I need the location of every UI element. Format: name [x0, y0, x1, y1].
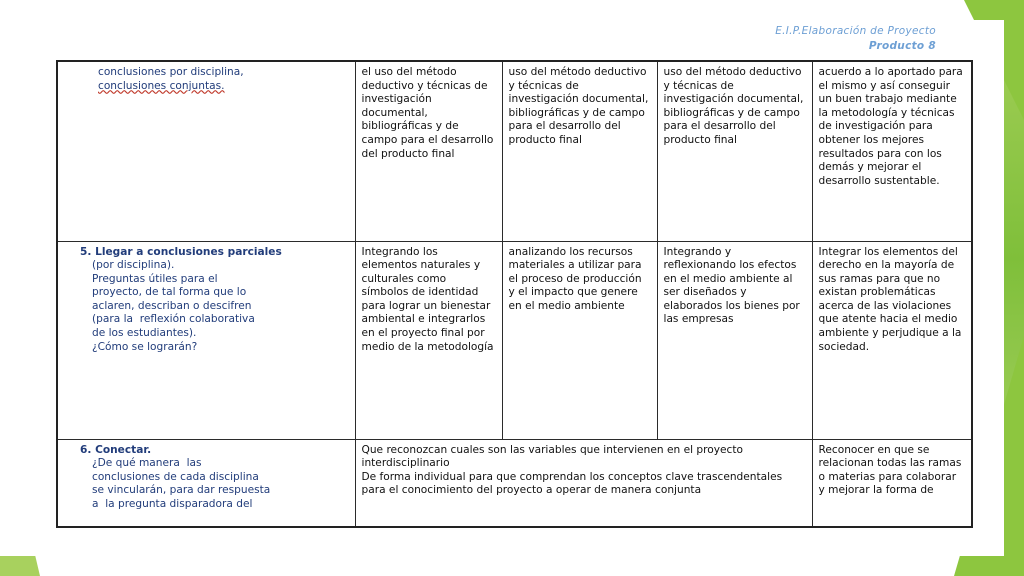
row2-stage-title: [64, 246, 349, 260]
row2-stage-line: Preguntas útiles para el: [92, 272, 218, 285]
row2-stage-cell: [57, 241, 355, 439]
row2-stage-line: ¿Cómo se lograrán?: [92, 340, 198, 353]
table-row: [57, 61, 972, 241]
row3-cell-col4: Reconocer en que se relacionan todas las ramas o materias para colaborar y mejorar la forma de: [812, 439, 972, 527]
row1-stage-line-text: conclusiones conjuntas.: [98, 79, 225, 92]
row1-cell-col2: uso del método deductivo y técnicas de investigación documental, bibliográficas y de campo para el desarrollo del producto final: [502, 61, 657, 241]
row1-stage-line: [98, 80, 349, 94]
row2-cell-col2: analizando los recursos materiales a utilizar para el proceso de producción y el impacto que genere en el medio ambiente: [502, 241, 657, 439]
row2-cell-col4: Integrar los elementos del derecho en la mayoría de sus ramas para que no existan problemáticas acerca de las violaciones que atente hacia el medio ambiente y perjudique a la sociedad.: [812, 241, 972, 439]
row3-stage-line: ¿De qué manera las: [92, 457, 202, 470]
header-title: E.I.P.Elaboración de Proyecto: [775, 25, 936, 37]
row3-merged-cell: [355, 439, 812, 527]
row1-cell-col3: uso del método deductivo y técnicas de investigación documental, bibliográficas y de campo para el desarrollo del producto final: [657, 61, 812, 241]
row2-stage-line: de los estudiantes).: [92, 327, 197, 340]
row2-stage-text: [64, 259, 349, 354]
row2-stage-line: (para la reflexión colaborativa: [92, 313, 255, 326]
row3-stage-heading: 6. Conectar.: [80, 443, 152, 456]
row1-cell-col4: acuerdo a lo aportado para el mismo y así conseguir un buen trabajo mediante la metodología y técnicas de investigación para obtener los mejores resultados para con los demás y mejorar el desarrollo sustentable.: [812, 61, 972, 241]
page-header: [775, 24, 936, 54]
row3-stage-line: se vincularán, para dar respuesta: [92, 484, 271, 497]
row2-stage-line: (por disciplina).: [92, 259, 175, 272]
row3-merged-line: De forma individual para que comprendan los conceptos clave trascendentales para el conocimiento del proyecto a operar de manera conjunta: [361, 470, 786, 497]
table-row: [57, 439, 972, 527]
row3-stage-line: conclusiones de cada disciplina: [92, 470, 259, 483]
table-row: [57, 241, 972, 439]
row1-cell-col1: el uso del método deductivo y técnicas de investigación documental, bibliográficas y de campo para el desarrollo del producto final: [355, 61, 502, 241]
row2-stage-heading: 5. Llegar a conclusiones parciales: [80, 245, 282, 258]
row2-stage-line: aclaren, describan o descifren: [92, 299, 252, 312]
row3-stage-cell: [57, 439, 355, 527]
row3-stage-text: [64, 457, 349, 511]
row3-stage-line: a la pregunta disparadora del: [92, 497, 253, 510]
row2-stage-line: proyecto, de tal forma que lo: [92, 286, 247, 299]
row3-merged-line: Que reconozcan cuales son las variables que intervienen en el proyecto interdisciplinario: [361, 443, 747, 470]
row1-stage-text: [64, 66, 349, 93]
row1-stage-cell: [57, 61, 355, 241]
project-table: [56, 60, 973, 528]
row2-cell-col1: Integrando los elementos naturales y culturales como símbolos de identidad para lograr un bienestar ambiental e integrarlos en el proyecto final por medio de la metodología: [355, 241, 502, 439]
header-subtitle: Producto 8: [868, 40, 936, 52]
row2-cell-col3: Integrando y reflexionando los efectos en el medio ambiente al ser diseñados y elaborados los bienes por las empresas: [657, 241, 812, 439]
row1-stage-line: conclusiones por disciplina,: [98, 66, 244, 78]
row3-stage-title: [64, 444, 349, 458]
